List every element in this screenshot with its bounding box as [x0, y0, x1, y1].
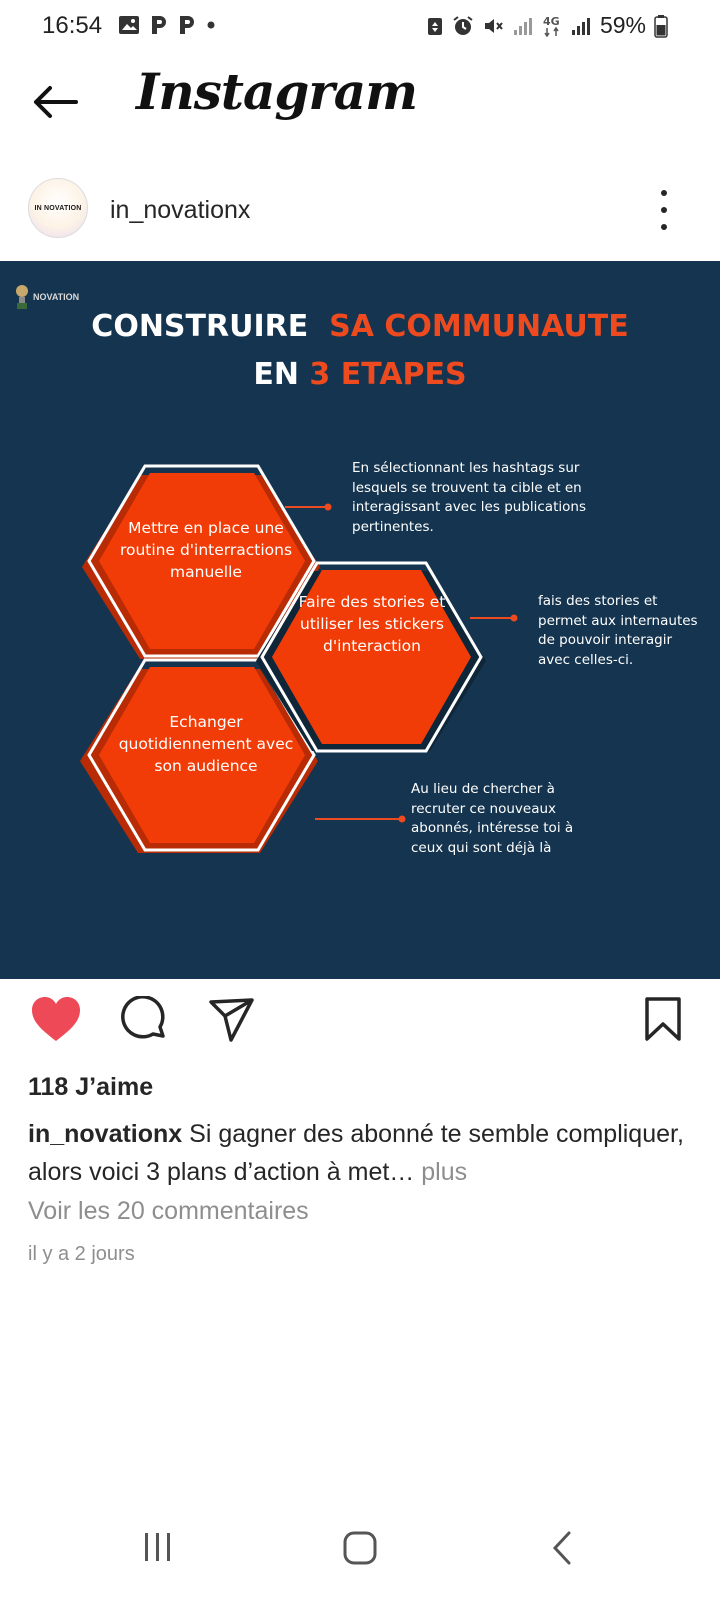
send-icon [208, 996, 256, 1044]
step-2-label: Faire des stories et utiliser les stickers d'interaction [298, 593, 446, 655]
post-header [0, 172, 720, 244]
comment-icon [120, 996, 168, 1044]
step-1-note: En sélectionnant les hashtags sur lesquels se trouvent ta cible et en interagissant avec les publications pertinentes. [352, 460, 586, 535]
image-logo-text: NOVATION [33, 292, 80, 302]
avatar-logo-text: IN NOVATION [34, 204, 82, 212]
alarm-icon [452, 15, 474, 37]
headline-white-1: CONSTRUIRE [91, 309, 309, 344]
chevron-left-icon [550, 1530, 574, 1566]
more-dot-icon [661, 190, 667, 196]
system-nav-bar [0, 1520, 720, 1580]
system-back-button[interactable] [550, 1530, 574, 1571]
status-right-icons [426, 12, 668, 39]
battery-icon [654, 14, 668, 38]
post-timestamp: il y a 2 jours [28, 1243, 135, 1265]
app-header [0, 58, 720, 146]
back-arrow-icon [30, 80, 80, 124]
signal-icon [512, 15, 534, 37]
gallery-notification-icon [118, 15, 140, 35]
post-actions [0, 996, 720, 1056]
p-app-notification-icon-2 [178, 14, 196, 36]
headline-accent-1: SA COMMUNAUTE [329, 309, 629, 344]
caption-more-link[interactable]: plus [421, 1158, 468, 1186]
headline-accent-2: 3 ETAPES [309, 357, 467, 392]
heart-filled-icon [30, 996, 82, 1044]
status-bar [0, 0, 720, 52]
bookmark-icon [644, 996, 682, 1042]
caption-text: Si gagner des abonné te semble compliquer, alors voici 3 plans d’action à met… [28, 1120, 684, 1186]
more-dot-icon [661, 207, 667, 213]
network-4g-icon [542, 14, 562, 38]
recent-apps-button[interactable] [142, 1530, 174, 1569]
battery-percent: 59% [599, 12, 646, 38]
svg-text:4G: 4G [542, 14, 560, 28]
caption-username[interactable]: in_novationx [28, 1120, 183, 1148]
avatar[interactable] [28, 178, 88, 238]
post-username[interactable]: in_novationx [110, 196, 251, 224]
status-time: 16:54 [42, 12, 103, 39]
app-title: Instagram [136, 62, 417, 121]
save-button[interactable] [644, 996, 682, 1047]
home-icon [342, 1530, 378, 1566]
step-2-note: fais des stories et permet aux internautes de pouvoir interagir avec celles-ci. [538, 593, 698, 668]
more-notifications-dot-icon [206, 20, 216, 30]
step-1-label: Mettre en place une routine d'interractions manuelle [119, 519, 293, 581]
post-image[interactable] [0, 261, 720, 979]
likes-count[interactable]: 118 J’aime [28, 1073, 154, 1101]
caption [28, 1115, 688, 1191]
recycle-icon [426, 15, 444, 37]
home-button[interactable] [342, 1530, 378, 1571]
headline-white-2: EN [253, 357, 299, 392]
view-comments-link[interactable]: Voir les 20 commentaires [28, 1197, 309, 1225]
step-3-note: Au lieu de chercher à recruter ce nouveaux abonnés, intéresse toi à ceux qui sont déjà là [411, 781, 574, 856]
share-button[interactable] [208, 996, 256, 1049]
step-3-label: Echanger quotidiennement avec son audience [118, 713, 294, 775]
more-dot-icon [661, 224, 667, 230]
signal-icon-2 [570, 15, 592, 37]
recent-apps-icon [142, 1530, 174, 1564]
comment-button[interactable] [120, 996, 168, 1049]
back-button[interactable] [30, 80, 80, 124]
like-button[interactable] [30, 996, 82, 1049]
more-options-button[interactable] [652, 190, 676, 230]
mute-icon [482, 15, 504, 37]
p-app-notification-icon [150, 14, 168, 36]
status-notifications [118, 14, 216, 36]
